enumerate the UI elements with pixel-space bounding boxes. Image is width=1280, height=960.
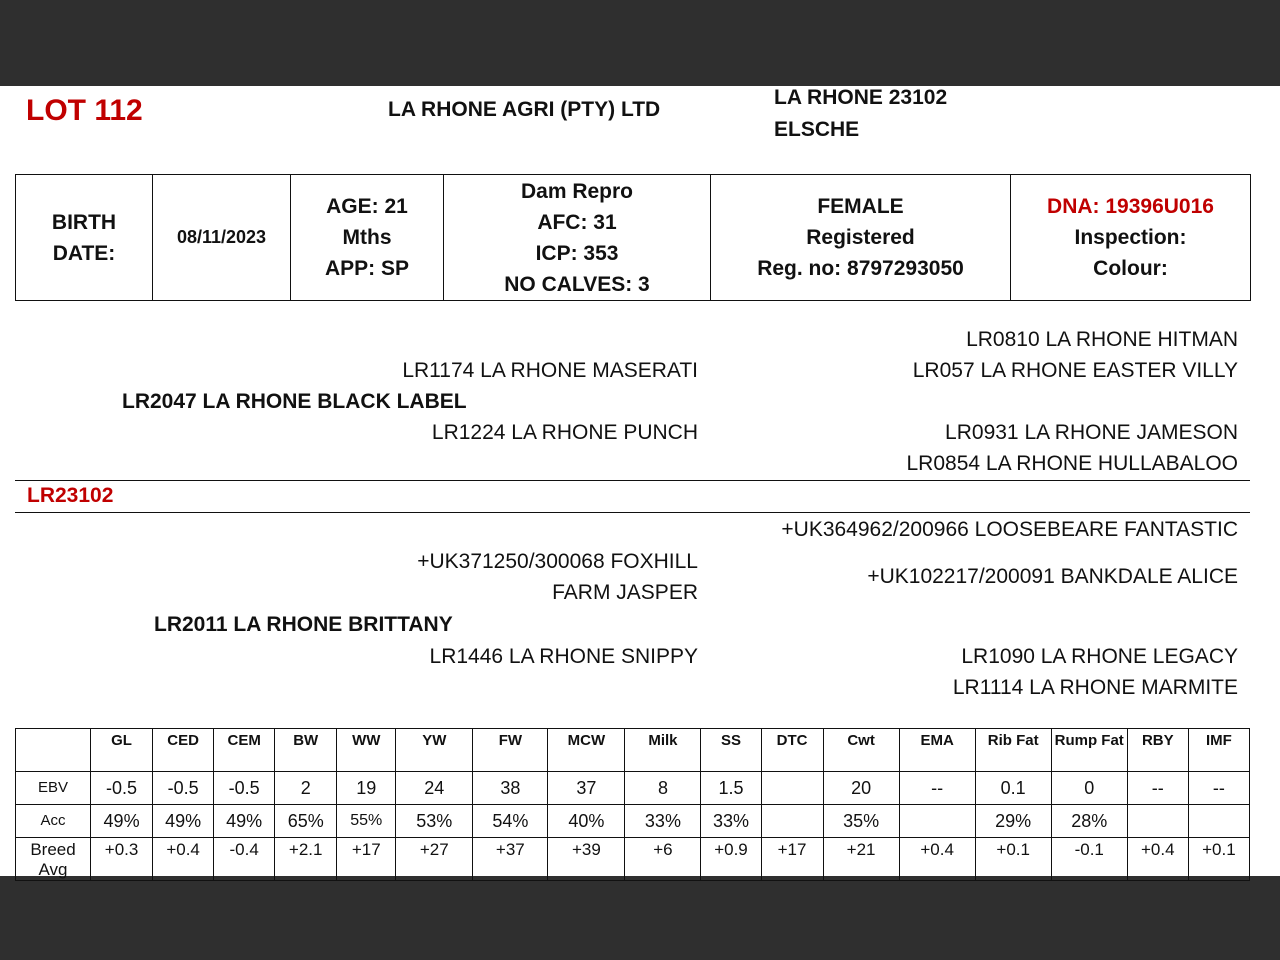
dna-cell: DNA: 19396U016 Inspection: Colour: [1011, 175, 1251, 301]
pedigree-dam-dam: LR1446 LA RHONE SNIPPY [429, 645, 698, 668]
table-cell [1127, 805, 1188, 838]
column-header: Cwt [823, 729, 899, 772]
column-header: Milk [625, 729, 701, 772]
column-header: RBY [1127, 729, 1188, 772]
lot-number: LOT 112 [26, 94, 143, 127]
column-header: MCW [548, 729, 625, 772]
table-cell: +27 [396, 838, 473, 881]
table-cell: +39 [548, 838, 625, 881]
animal-id: LR23102 [27, 484, 114, 507]
document-page [0, 86, 1280, 879]
dna-number: DNA: 19396U016 [1047, 195, 1214, 218]
table-cell: -0.5 [214, 772, 275, 805]
table-cell: +21 [823, 838, 899, 881]
row-label: Acc [16, 805, 91, 838]
ebv-table [15, 728, 1250, 881]
pedigree-sdd: LR0854 LA RHONE HULLABALOO [906, 452, 1238, 475]
table-cell: 24 [396, 772, 473, 805]
table-cell: 2 [275, 772, 337, 805]
divider-bottom [15, 512, 1250, 513]
table-cell: -- [1127, 772, 1188, 805]
table-cell: 49% [153, 805, 214, 838]
table-cell: +37 [473, 838, 548, 881]
column-header: SS [701, 729, 761, 772]
table-cell: 65% [275, 805, 337, 838]
table-cell: +0.1 [975, 838, 1051, 881]
birth-date-value: 08/11/2023 [153, 175, 291, 301]
pedigree-sire: LR2047 LA RHONE BLACK LABEL [122, 390, 467, 413]
column-header: Rump Fat [1051, 729, 1127, 772]
pedigree-sire-dam: LR1224 LA RHONE PUNCH [431, 421, 698, 444]
table-cell: 49% [214, 805, 275, 838]
divider-top [15, 480, 1250, 481]
acc-row [16, 805, 1250, 838]
table-cell: 37 [548, 772, 625, 805]
table-cell: 28% [1051, 805, 1127, 838]
birth-date-label: BIRTH DATE: [16, 175, 153, 301]
row-label: EBV [16, 772, 91, 805]
column-header: CEM [214, 729, 275, 772]
pedigree-dss: +UK364962/200966 LOOSEBEARE FANTASTIC [781, 518, 1238, 541]
pedigree-dsd: +UK102217/200091 BANKDALE ALICE [867, 565, 1238, 588]
table-cell [1188, 805, 1249, 838]
table-cell: -- [1188, 772, 1249, 805]
table-cell: 40% [548, 805, 625, 838]
table-cell: +0.3 [91, 838, 153, 881]
table-cell: -0.5 [91, 772, 153, 805]
table-cell: 33% [625, 805, 701, 838]
table-cell: 54% [473, 805, 548, 838]
table-cell [761, 805, 823, 838]
table-cell: 53% [396, 805, 473, 838]
table-cell: +17 [337, 838, 396, 881]
table-cell: +0.9 [701, 838, 761, 881]
column-header: FW [473, 729, 548, 772]
column-header: WW [337, 729, 396, 772]
table-cell: +17 [761, 838, 823, 881]
table-cell: +0.4 [153, 838, 214, 881]
pedigree-sss: LR0810 LA RHONE HITMAN [966, 328, 1238, 351]
table-cell: 8 [625, 772, 701, 805]
column-header [16, 729, 91, 772]
column-header: CED [153, 729, 214, 772]
pedigree-sire-sire: LR1174 LA RHONE MASERATI [402, 359, 698, 382]
table-cell: 49% [91, 805, 153, 838]
table-cell: -0.5 [153, 772, 214, 805]
pedigree-sds: LR0931 LA RHONE JAMESON [945, 421, 1238, 444]
row-label: Breed Avg [16, 838, 91, 881]
table-cell: +2.1 [275, 838, 337, 881]
table-cell: 0.1 [975, 772, 1051, 805]
column-header: Rib Fat [975, 729, 1051, 772]
table-cell: 0 [1051, 772, 1127, 805]
table-cell: 33% [701, 805, 761, 838]
pedigree-ddd: LR1114 LA RHONE MARMITE [952, 676, 1238, 699]
age-cell: AGE: 21 Mths APP: SP [291, 175, 444, 301]
table-cell: +0.1 [1188, 838, 1249, 881]
table-cell: 38 [473, 772, 548, 805]
table-cell: -0.4 [214, 838, 275, 881]
animal-name [774, 82, 947, 146]
column-header: BW [275, 729, 337, 772]
table-cell [761, 772, 823, 805]
column-header: DTC [761, 729, 823, 772]
registration-cell: FEMALE Registered Reg. no: 8797293050 [711, 175, 1011, 301]
column-header: IMF [1188, 729, 1249, 772]
table-cell: 55% [337, 805, 396, 838]
column-header: EMA [899, 729, 975, 772]
breeder-name: LA RHONE AGRI (PTY) LTD [388, 98, 661, 121]
animal-name-line2: ELSCHE [774, 118, 860, 141]
table-cell: 19 [337, 772, 396, 805]
pedigree-dam-sire: +UK371250/300068 FOXHILL FARM JASPER [417, 550, 698, 604]
pedigree-ssd: LR057 LA RHONE EASTER VILLY [912, 359, 1238, 382]
animal-name-line1: LA RHONE 23102 [774, 86, 948, 109]
breed-avg-row [16, 838, 1250, 881]
table-cell: 20 [823, 772, 899, 805]
table-cell: -0.1 [1051, 838, 1127, 881]
table-cell: +0.4 [1127, 838, 1188, 881]
dam-repro-cell: Dam Repro AFC: 31 ICP: 353 NO CALVES: 3 [444, 175, 711, 301]
pedigree-dds: LR1090 LA RHONE LEGACY [961, 645, 1238, 668]
ebv-row [16, 772, 1250, 805]
table-cell: 29% [975, 805, 1051, 838]
ebv-header-row [16, 729, 1250, 772]
table-cell: 1.5 [701, 772, 761, 805]
animal-info-table [15, 174, 1251, 301]
table-cell: +6 [625, 838, 701, 881]
pedigree-dam: LR2011 LA RHONE BRITTANY [154, 613, 453, 636]
column-header: GL [91, 729, 153, 772]
table-cell: -- [899, 772, 975, 805]
table-cell [899, 805, 975, 838]
column-header: YW [396, 729, 473, 772]
table-cell: 35% [823, 805, 899, 838]
table-cell: +0.4 [899, 838, 975, 881]
